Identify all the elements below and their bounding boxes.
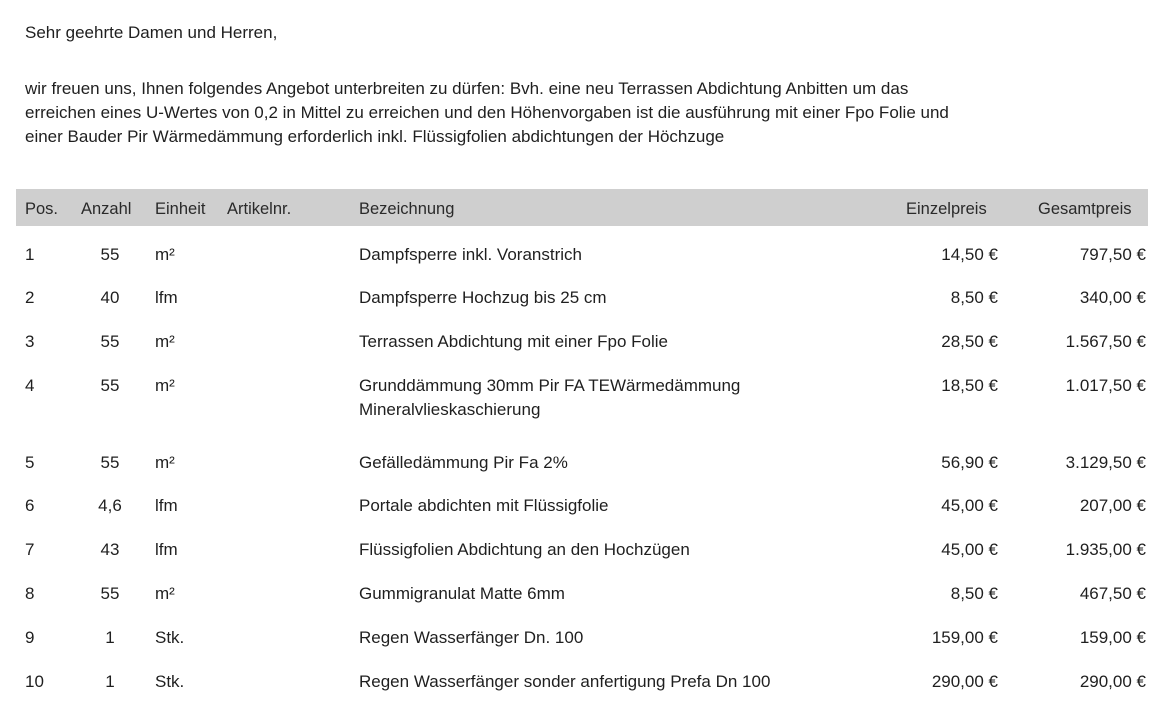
header-pos: Pos. (25, 200, 59, 218)
row-quantity: 1 (105, 672, 115, 691)
row-total-price: 159,00 € (1079, 628, 1146, 647)
row-total-price: 340,00 € (1079, 288, 1146, 307)
header-unit-price: Einzelpreis (906, 200, 987, 218)
row-pos: 8 (25, 584, 35, 603)
header-description: Bezeichnung (359, 200, 455, 218)
row-description-line: Mineralvlieskaschierung (359, 400, 541, 419)
row-total-price: 207,00 € (1079, 496, 1146, 515)
row-unit: m² (155, 376, 175, 395)
table-header (16, 189, 1148, 226)
row-total-price: 1.017,50 € (1065, 376, 1146, 395)
row-description-line: Gefälledämmung Pir Fa 2% (359, 453, 568, 472)
row-quantity: 55 (100, 245, 120, 264)
row-unit-price: 18,50 € (941, 376, 998, 395)
row-pos: 6 (25, 496, 35, 515)
row-pos: 7 (25, 540, 35, 559)
row-unit: lfm (155, 288, 178, 307)
row-description (359, 626, 583, 650)
row-unit: m² (155, 245, 175, 264)
row-unit-price: 45,00 € (941, 540, 998, 559)
row-description (359, 330, 668, 354)
row-quantity: 40 (100, 288, 120, 307)
row-quantity: 55 (100, 332, 120, 351)
row-description-line: Regen Wasserfänger Dn. 100 (359, 628, 584, 647)
row-unit: m² (155, 453, 175, 472)
row-pos: 4 (25, 376, 35, 395)
header-article: Artikelnr. (227, 200, 292, 218)
row-pos: 10 (25, 672, 44, 691)
row-description (359, 538, 690, 562)
row-quantity: 55 (100, 584, 120, 603)
row-pos: 1 (25, 245, 35, 264)
row-description (359, 286, 607, 310)
row-description (359, 582, 565, 606)
row-description-line: Flüssigfolien Abdichtung an den Hochzügen (359, 540, 690, 559)
row-unit: Stk. (155, 628, 185, 647)
row-unit: m² (155, 332, 175, 351)
row-unit: lfm (155, 540, 178, 559)
row-description (359, 494, 608, 518)
row-description (359, 451, 568, 475)
row-total-price: 1.567,50 € (1065, 332, 1146, 351)
row-unit: lfm (155, 496, 178, 515)
row-unit: m² (155, 584, 175, 603)
row-description-line: Portale abdichten mit Flüssigfolie (359, 496, 609, 515)
intro-paragraph (25, 77, 1145, 149)
row-total-price: 1.935,00 € (1065, 540, 1146, 559)
row-total-price: 797,50 € (1079, 245, 1146, 264)
intro-line: wir freuen uns, Ihnen folgendes Angebot unterbreiten zu dürfen: Bvh. eine neu Terrassen Abdichtung Anbitten um das (25, 79, 909, 98)
row-quantity: 1 (105, 628, 115, 647)
row-total-price: 290,00 € (1079, 672, 1146, 691)
salutation: Sehr geehrte Damen und Herren, (25, 23, 278, 42)
row-unit-price: 290,00 € (931, 672, 998, 691)
header-qty: Anzahl (81, 200, 132, 218)
row-quantity: 4,6 (98, 496, 122, 515)
row-pos: 2 (25, 288, 35, 307)
row-unit-price: 28,50 € (941, 332, 998, 351)
row-total-price: 3.129,50 € (1065, 453, 1146, 472)
header-total: Gesamtpreis (1038, 200, 1132, 218)
row-unit-price: 45,00 € (941, 496, 998, 515)
row-description-line: Dampfsperre inkl. Voranstrich (359, 245, 582, 264)
intro-line: einer Bauder Pir Wärmedämmung erforderlich inkl. Flüssigfolien abdichtungen der Höchzuge (25, 127, 725, 146)
row-unit-price: 14,50 € (941, 245, 998, 264)
row-unit-price: 8,50 € (950, 288, 998, 307)
row-pos: 9 (25, 628, 35, 647)
row-pos: 5 (25, 453, 35, 472)
row-description-line: Grunddämmung 30mm Pir FA TEWärmedämmung (359, 376, 741, 395)
intro-line: erreichen eines U-Wertes von 0,2 in Mittel zu erreichen und den Höhenvorgaben ist die ausführung mit einer Fpo Folie und (25, 103, 949, 122)
row-pos: 3 (25, 332, 35, 351)
row-unit-price: 159,00 € (931, 628, 998, 647)
row-description-line: Regen Wasserfänger sonder anfertigung Prefa Dn 100 (359, 672, 771, 691)
row-description (359, 670, 770, 694)
row-description (359, 243, 582, 267)
header-unit: Einheit (155, 200, 206, 218)
row-description (359, 374, 740, 422)
row-description-line: Dampfsperre Hochzug bis 25 cm (359, 288, 607, 307)
row-quantity: 55 (100, 453, 120, 472)
row-quantity: 43 (100, 540, 120, 559)
row-quantity: 55 (100, 376, 120, 395)
row-unit: Stk. (155, 672, 185, 691)
row-description-line: Gummigranulat Matte 6mm (359, 584, 565, 603)
row-total-price: 467,50 € (1079, 584, 1146, 603)
row-unit-price: 56,90 € (941, 453, 998, 472)
row-description-line: Terrassen Abdichtung mit einer Fpo Folie (359, 332, 668, 351)
row-unit-price: 8,50 € (950, 584, 998, 603)
